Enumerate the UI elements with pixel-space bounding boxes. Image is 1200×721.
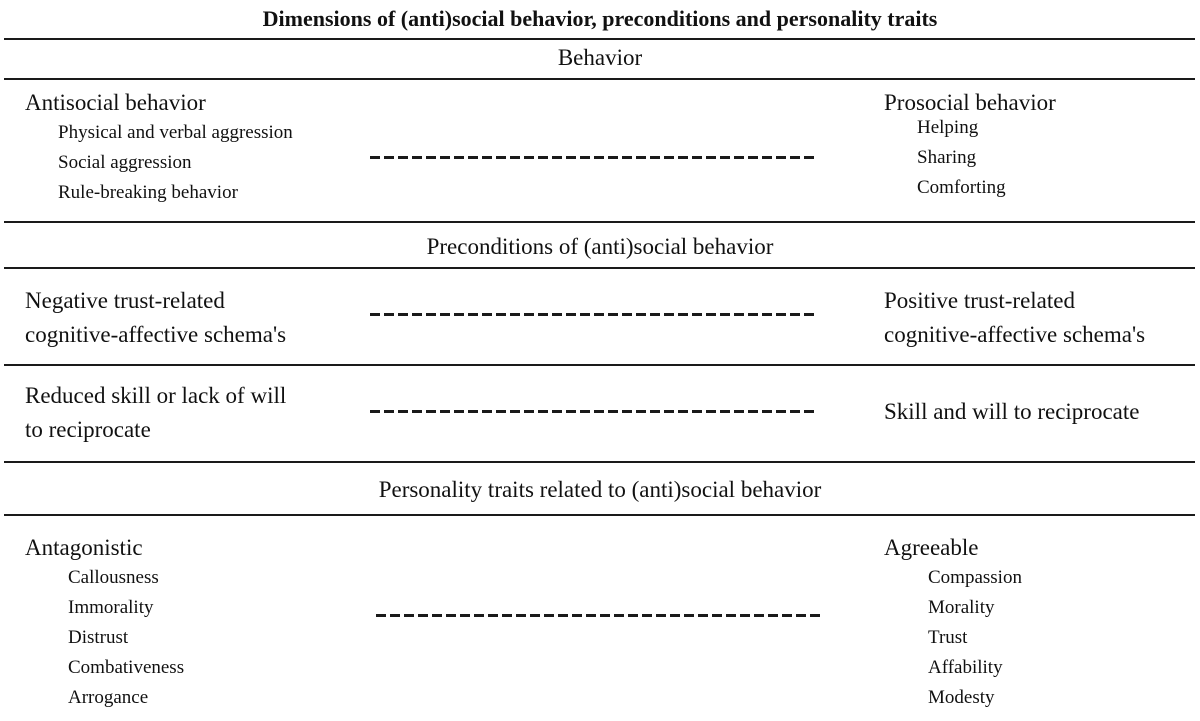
- reduced-skill-line: Reduced skill or lack of will: [25, 383, 287, 408]
- antagonistic-heading: Antagonistic: [25, 535, 143, 560]
- antisocial-item: Physical and verbal aggression: [58, 122, 293, 143]
- antagonistic-item: Callousness: [68, 567, 159, 588]
- antagonistic-item: Combativeness: [68, 657, 185, 678]
- section-heading-preconditions: Preconditions of (anti)social behavior: [426, 234, 774, 259]
- negative-trust-schema-cell: [25, 284, 286, 352]
- agreeable-heading: Agreeable: [884, 535, 979, 560]
- agreeable-item: Compassion: [928, 567, 1022, 588]
- agreeable-item: Trust: [928, 627, 968, 648]
- prosocial-behavior-heading: Prosocial behavior: [884, 90, 1056, 115]
- continuum-dashed-line: [370, 313, 818, 316]
- antagonistic-cell: [25, 533, 184, 713]
- continuum-dashed-line: [376, 614, 824, 617]
- prosocial-item: Comforting: [917, 177, 1006, 198]
- antisocial-item: Social aggression: [58, 152, 192, 173]
- negative-trust-line: cognitive-affective schema's: [25, 322, 287, 347]
- antisocial-behavior-heading: Antisocial behavior: [25, 90, 206, 115]
- antagonistic-item: Distrust: [68, 627, 129, 648]
- continuum-dashed-line: [370, 410, 818, 413]
- rule-divider: [4, 364, 1195, 366]
- reduced-skill-cell: [25, 379, 286, 447]
- antisocial-behavior-cell: [25, 88, 293, 208]
- skill-and-will-line: Skill and will to reciprocate: [884, 399, 1140, 424]
- prosocial-item: Helping: [917, 117, 979, 138]
- agreeable-cell: [884, 533, 1022, 713]
- antagonistic-item: Immorality: [68, 597, 154, 618]
- rule-divider: [4, 514, 1195, 516]
- rule-divider: [4, 267, 1195, 269]
- reduced-skill-line: to reciprocate: [25, 417, 151, 442]
- section-heading-behavior: Behavior: [557, 45, 643, 70]
- prosocial-item: Sharing: [917, 147, 977, 168]
- continuum-dashed-line: [370, 156, 818, 159]
- section-heading-personality: Personality traits related to (anti)social behavior: [378, 477, 822, 502]
- agreeable-item: Modesty: [928, 687, 995, 708]
- prosocial-behavior-cell: [884, 88, 1056, 203]
- antisocial-item: Rule-breaking behavior: [58, 182, 238, 203]
- negative-trust-line: Negative trust-related: [25, 288, 225, 313]
- rule-top: [4, 38, 1195, 40]
- table-title: Dimensions of (anti)social behavior, preconditions and personality traits: [262, 6, 938, 31]
- antagonistic-item: Arrogance: [68, 687, 149, 708]
- positive-trust-schema-cell: [884, 284, 1145, 352]
- positive-trust-line: Positive trust-related: [884, 288, 1075, 313]
- agreeable-item: Affability: [928, 657, 1003, 678]
- rule-divider: [4, 221, 1195, 223]
- rule-divider: [4, 78, 1195, 80]
- skill-and-will-cell: [884, 395, 1139, 429]
- rule-divider: [4, 461, 1195, 463]
- positive-trust-line: cognitive-affective schema's: [884, 322, 1146, 347]
- agreeable-item: Morality: [928, 597, 995, 618]
